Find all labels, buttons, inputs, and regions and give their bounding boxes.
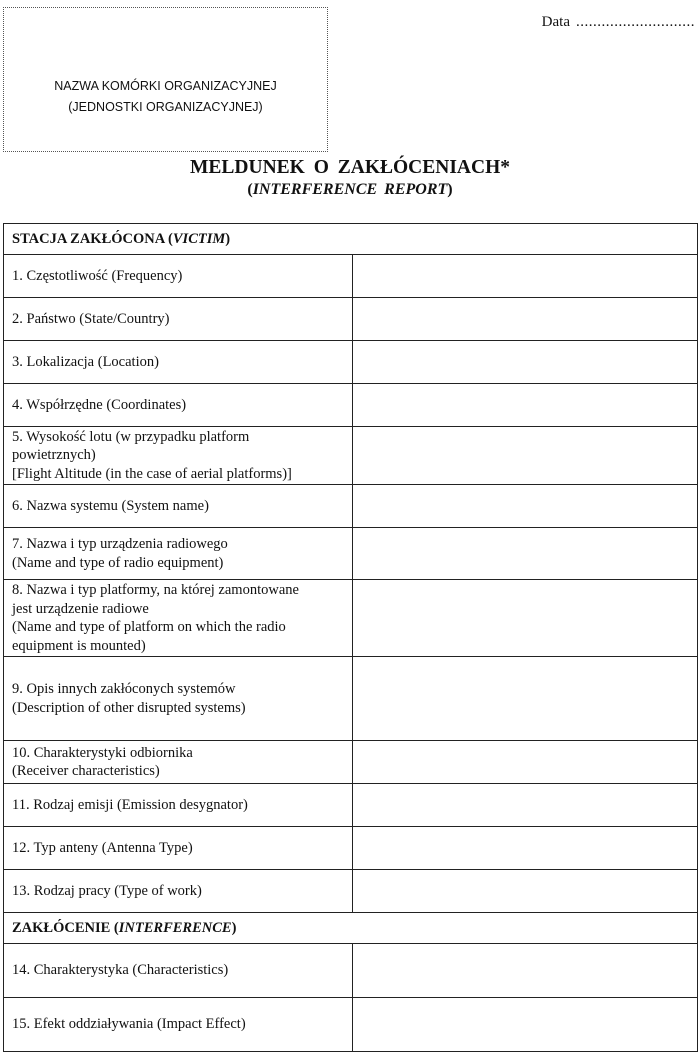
subtitle-italic: INTERFERENCE REPORT (252, 181, 448, 198)
value-cell-flight-altitude[interactable] (353, 427, 698, 485)
value-cell-coordinates[interactable] (353, 384, 698, 427)
report-subtitle (0, 181, 700, 199)
value-cell-system-name[interactable] (353, 485, 698, 528)
row-label: 5. Wysokość lotu (w przypadku platform powietrznych) [Flight Altitude (in the case of aerial platforms)] (4, 427, 353, 485)
row-label: 9. Opis innych zakłóconych systemów (Description of other disrupted systems) (4, 657, 353, 741)
table-row (4, 998, 698, 1052)
row-label: 13. Rodzaj pracy (Type of work) (4, 870, 353, 913)
table-row (4, 870, 698, 913)
row-label: 3. Lokalizacja (Location) (4, 341, 353, 384)
value-cell-country[interactable] (353, 298, 698, 341)
org-unit-box (3, 7, 328, 152)
row-label: 10. Charakterystyki odbiornika (Receiver characteristics) (4, 741, 353, 784)
date-dots: ............................ (576, 14, 695, 30)
row-label: 8. Nazwa i typ platformy, na której zamontowane jest urządzenie radiowe (Name and type of platform on which the radio equipment is mounted) (4, 580, 353, 657)
table-row (4, 741, 698, 784)
value-cell-emission[interactable] (353, 784, 698, 827)
value-cell-impact-effect[interactable] (353, 998, 698, 1052)
table-row (4, 944, 698, 998)
table-row (4, 485, 698, 528)
value-cell-location[interactable] (353, 341, 698, 384)
value-cell-other-systems[interactable] (353, 657, 698, 741)
subtitle-close: ) (447, 181, 453, 198)
table-row (4, 341, 698, 384)
value-cell-type-of-work[interactable] (353, 870, 698, 913)
value-cell-platform[interactable] (353, 580, 698, 657)
row-label: 12. Typ anteny (Antenna Type) (4, 827, 353, 870)
date-label: Data (541, 14, 570, 30)
table-row (4, 657, 698, 741)
value-cell-radio-equipment[interactable] (353, 528, 698, 580)
row-label: 7. Nazwa i typ urządzenia radiowego (Name and type of radio equipment) (4, 528, 353, 580)
date-field (542, 14, 695, 31)
table-row (4, 528, 698, 580)
value-cell-antenna-type[interactable] (353, 827, 698, 870)
section-interference-row (4, 913, 698, 944)
value-cell-frequency[interactable] (353, 255, 698, 298)
row-label: 14. Charakterystyka (Characteristics) (4, 944, 353, 998)
table-row (4, 784, 698, 827)
table-row (4, 384, 698, 427)
row-label: 11. Rodzaj emisji (Emission desygnator) (4, 784, 353, 827)
table-row (4, 427, 698, 485)
org-unit-label (4, 76, 327, 118)
row-label: 6. Nazwa systemu (System name) (4, 485, 353, 528)
table-row (4, 255, 698, 298)
section-interference-header: ZAKŁÓCENIE (INTERFERENCE) (4, 913, 698, 944)
row-label: 15. Efekt oddziaływania (Impact Effect) (4, 998, 353, 1052)
row-label: 1. Częstotliwość (Frequency) (4, 255, 353, 298)
table-row (4, 827, 698, 870)
section-victim-header: STACJA ZAKŁÓCONA (VICTIM) (4, 224, 698, 255)
value-cell-receiver[interactable] (353, 741, 698, 784)
subtitle-open: ( (247, 181, 253, 198)
table-row (4, 298, 698, 341)
org-unit-line-1: NAZWA KOMÓRKI ORGANIZACYJNEJ (54, 79, 277, 93)
org-unit-line-2: (JEDNOSTKI ORGANIZACYJNEJ) (68, 100, 263, 114)
report-table (3, 223, 698, 1052)
report-title: MELDUNEK O ZAKŁÓCENIACH* (189, 157, 511, 178)
table-row (4, 580, 698, 657)
row-label: 4. Współrzędne (Coordinates) (4, 384, 353, 427)
value-cell-characteristics[interactable] (353, 944, 698, 998)
row-label: 2. Państwo (State/Country) (4, 298, 353, 341)
section-victim-row (4, 224, 698, 255)
